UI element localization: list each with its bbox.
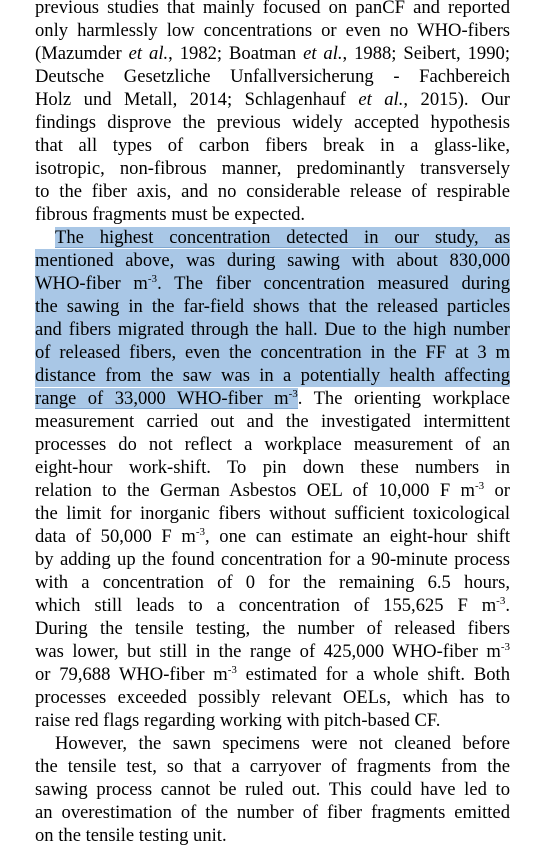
highlighted-line[interactable]: and fibers migrated through the hall. Due to the high number: [35, 319, 510, 340]
text-line: an overestimation of the number of fiber fragments emitted: [35, 802, 510, 823]
text-line: Deutsche Gesetzliche Unfallversicherung - Fachbereich: [35, 66, 510, 87]
text-line: that all types of carbon fibers break in a glass-like,: [35, 135, 510, 156]
partially-highlighted-line[interactable]: range of 33,000 WHO-fiber $m^{-3}$. The orienting workplace: [35, 388, 510, 409]
paragraph-2: [35, 226, 510, 732]
paragraph-1: [35, 0, 510, 226]
paper-text-column: [35, 0, 510, 847]
text-line-citations: (Mazumder et al., 1982; Boatman et al., 1988; Seibert, 1990;: [35, 43, 510, 64]
text-line: relation to the German Asbestos OEL of 10,000 F $m^{-3}$ or: [35, 480, 510, 501]
text-line: only harmlessly low concentrations or even no WHO-fibers: [35, 20, 510, 41]
text-line: data of 50,000 F $m^{-3}$, one can estimate an eight-hour shift: [35, 526, 510, 547]
text-line: processes exceeded possibly relevant OELs, which has to: [35, 687, 510, 708]
text-line: isotropic, non-fibrous manner, predominantly transversely: [35, 158, 510, 179]
text-line: raise red flags regarding working with pitch-based CF.: [35, 710, 441, 731]
text-line: or 79,688 WHO-fiber $m^{-3}$ estimated for a whole shift. Both: [35, 664, 511, 685]
text-line: eight-hour work-shift. To pin down these numbers in: [35, 457, 510, 478]
highlighted-line[interactable]: distance from the saw was in a potentially health affecting: [35, 365, 510, 386]
text-line: the limit for inorganic fibers without sufficient toxicological: [35, 503, 510, 524]
text-line: measurement carried out and the investigated intermittent: [35, 411, 510, 432]
text-line-citations: Holz und Metall, 2014; Schlagenhauf et al., 2015). Our: [35, 89, 510, 110]
text-line: During the tensile testing, the number of released fibers: [35, 618, 510, 639]
text-line: fibrous fragments must be expected.: [35, 204, 306, 225]
text-line: previous studies that mainly focused on panCF and reported: [35, 0, 510, 18]
text-line: sawing process cannot be ruled out. This could have led to: [35, 779, 510, 800]
text-line: findings disprove the previous widely accepted hypothesis: [35, 112, 510, 133]
text-line: However, the sawn specimens were not cleaned before: [55, 733, 510, 754]
highlighted-line[interactable]: of released fibers, even the concentration in the FF at 3 m: [35, 342, 510, 363]
highlighted-line[interactable]: the sawing in the far-field shows that the released particles: [35, 296, 510, 317]
paragraph-3: [35, 732, 510, 847]
highlighted-line[interactable]: mentioned above, was during sawing with about 830,000: [35, 250, 510, 271]
text-line: on the tensile testing unit.: [35, 825, 227, 846]
text-line: processes do not reflect a workplace measurement of an: [35, 434, 510, 455]
highlighted-line[interactable]: The highest concentration detected in our study, as: [55, 227, 510, 248]
text-line: which still leads to a concentration of 155,625 F $m^{-3}$.: [35, 595, 510, 616]
text-line: was lower, but still in the range of 425,000 WHO-fiber $m^{-3}$: [35, 641, 510, 662]
text-line: with a concentration of 0 for the remaining 6.5 hours,: [35, 572, 510, 593]
text-line: the tensile test, so that a carryover of fragments from the: [35, 756, 510, 777]
text-line: by adding up the found concentration for a 90-minute process: [35, 549, 510, 570]
highlighted-line[interactable]: WHO-fiber $m^{-3}$. The fiber concentration measured during: [35, 273, 510, 294]
text-line: to the fiber axis, and no considerable release of respirable: [35, 181, 510, 202]
